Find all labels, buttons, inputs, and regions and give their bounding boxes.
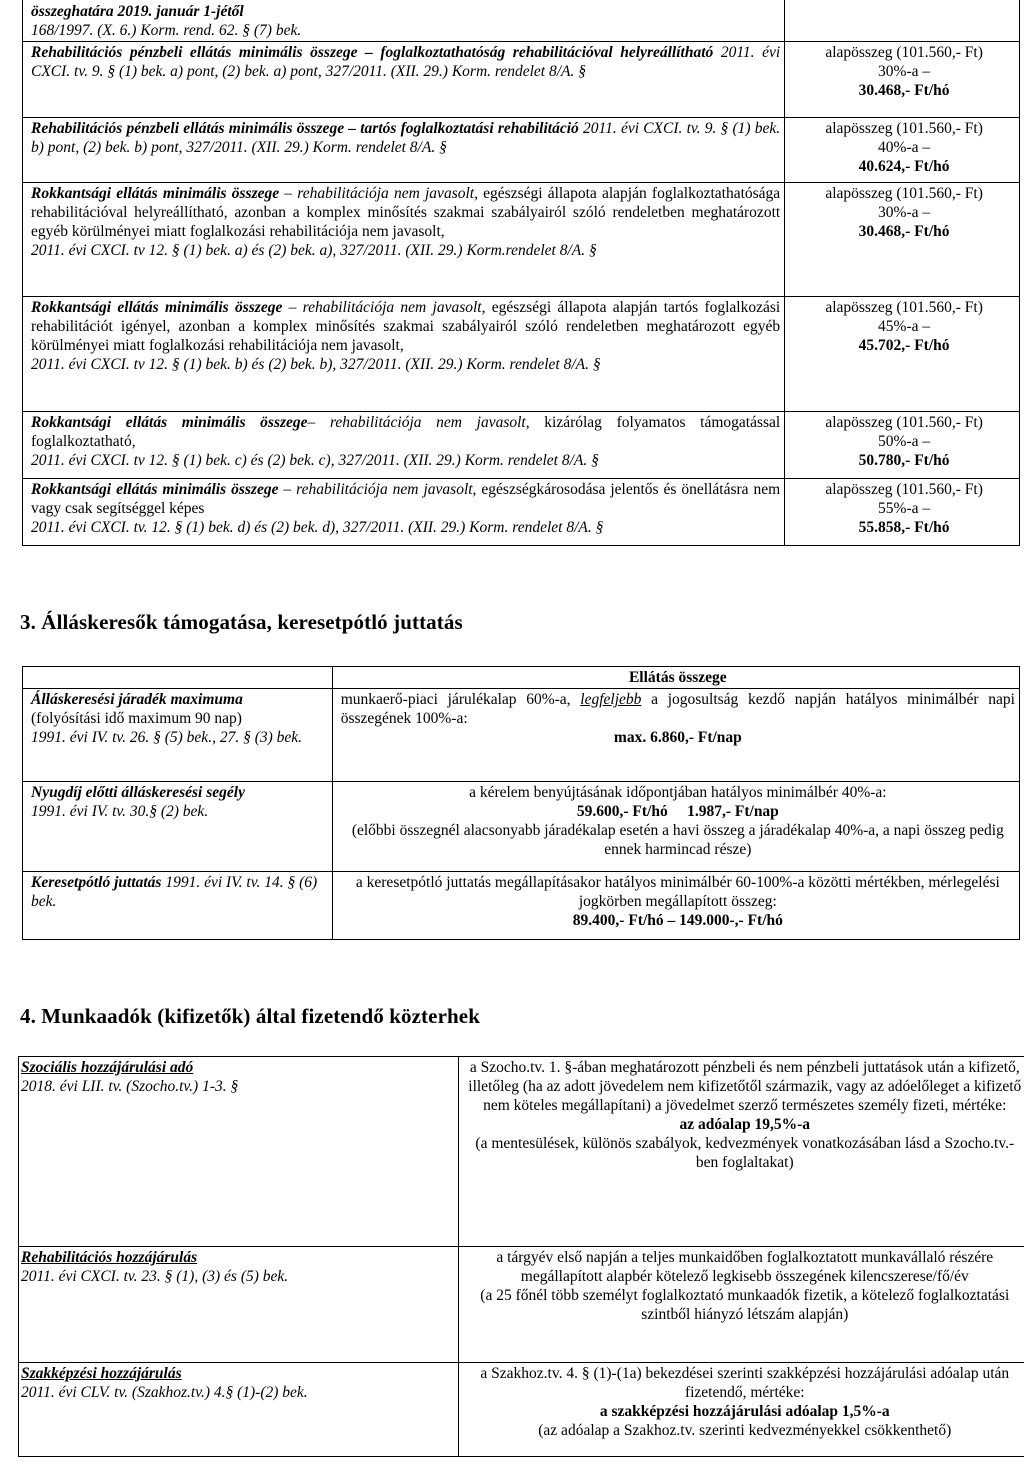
amount-value: 59.600,- Ft/hó 1.987,- Ft/nap (576, 803, 779, 820)
amount-cell (785, 42, 1020, 118)
table-cell (23, 872, 333, 940)
table-cell (19, 1057, 459, 1247)
base-amount: alapösszeg (101.560,- Ft) (825, 481, 983, 498)
row-description: a Szakhoz.tv. 4. § (1)-(1a) bekezdései szerinti szakképzési hozzájárulási adóalap után fizetendő, mértéke: (480, 1365, 1010, 1401)
table-cell (23, 0, 785, 42)
base-amount: alapösszeg (101.560,- Ft) (825, 120, 983, 137)
row-note: (előbbi összegnél alacsonyabb járadékalap esetén a havi összeg a járadékalap 40%-a, a napi összeg pedig ennek harmincad része) (351, 822, 1004, 858)
amount-value: 55.858,- Ft/hó (858, 519, 950, 536)
row-subtitle: – rehabilitációja nem javasolt, (307, 414, 530, 431)
row-law-ref: 1991. évi IV. tv. 26. § (5) bek., 27. § (3) bek. (31, 729, 303, 746)
row-emphasis: legfeljebb (580, 691, 642, 708)
row-description: a jogosultság kezdő napján hatályos minimálbér napi összegének 100%-a: (340, 691, 1015, 727)
column-header: Ellátás összege (332, 667, 1019, 689)
table-row (19, 1363, 1024, 1457)
amount-value: 30.468,- Ft/hó (858, 82, 950, 99)
table-row (23, 0, 1020, 42)
amount-value: 89.400,- Ft/hó – 149.000-,- Ft/hó (572, 912, 783, 929)
table-cell (23, 689, 333, 782)
table-row (23, 689, 1020, 782)
row-description: a tárgyév első napján a teljes munkaidőben foglalkoztatott munkavállaló részére megállapított alapbér kötelező legkisebb összegének kilencszerese/fő/év (496, 1249, 994, 1285)
amount-value: a szakképzési hozzájárulási adóalap 1,5%-a (599, 1403, 890, 1420)
percentage: 50%-a – (878, 433, 931, 450)
row-description: egészségi állapota alapján foglalkoztathatósága rehabilitációval helyreállítható, azonban a komplex minősítés szakmai szabályairól szóló rendeletben meghatározott egyéb körülményei miatt foglalkozási rehabilitációja nem javasolt, (31, 185, 781, 240)
row-description: egészségkárosodása jelentős és önellátásra nem vagy csak segítséggel képes (31, 481, 781, 517)
amount-value: 50.780,- Ft/hó (858, 452, 950, 469)
row-note: (a 25 főnél több személyt foglalkoztató munkaadók fizetik, a kötelező foglalkoztatási szintből hiányzó létszám alapján) (480, 1287, 1010, 1323)
table-row (23, 412, 1020, 479)
table-row (23, 118, 1020, 183)
table-row (23, 297, 1020, 412)
row-subtitle: – rehabilitációja nem javasolt, (278, 481, 477, 498)
table-row (23, 782, 1020, 872)
row-description: munkaerő-piaci járulékalap 60%-a, (340, 691, 581, 708)
row-law-ref: 2018. évi LII. tv. (Szocho.tv.) 1-3. § (21, 1078, 239, 1095)
amount-cell (785, 479, 1020, 546)
table-cell (332, 689, 1019, 782)
row-title: összeghatára 2019. január 1-jétől (31, 3, 244, 20)
row-title: Szociális hozzájárulási adó (21, 1059, 194, 1076)
row-law-ref: 2011. évi CLV. tv. (Szakhoz.tv.) 4.§ (1)-(2) bek. (21, 1384, 308, 1401)
row-title: Rehabilitációs pénzbeli ellátás minimális összege – tartós foglalkoztatási rehabilitáció (31, 120, 579, 137)
table-cell (19, 1247, 459, 1363)
table-cell (19, 1363, 459, 1457)
percentage: 40%-a – (878, 139, 931, 156)
table-row (19, 1247, 1024, 1363)
table-cell (23, 412, 785, 479)
table-cell (458, 1363, 1024, 1457)
amount-value: 45.702,- Ft/hó (858, 337, 950, 354)
table-cell (23, 42, 785, 118)
section-3-heading: 3. Álláskeresők támogatása, keresetpótló juttatás (20, 610, 463, 634)
employer-charges-table (18, 1056, 1024, 1457)
table-cell (23, 183, 785, 297)
row-title: Álláskeresési járadék maximuma (31, 691, 243, 708)
amount-cell (785, 183, 1020, 297)
row-description: a kérelem benyújtásának időpontjában hatályos minimálbér 40%-a: (469, 784, 887, 801)
base-amount: alapösszeg (101.560,- Ft) (825, 185, 983, 202)
row-description: a Szocho.tv. 1. §-ában meghatározott pénzbeli és nem pénzbeli juttatások után a kifizető, illetőleg (ha az adott jövedelem nem kifizetőtől származik, vagy az adóelőleget a kifizető nem köteles megállapítani) a jövedelmet szerző természetes személy fizeti, mértéke: (468, 1059, 1022, 1114)
amount-value: 40.624,- Ft/hó (858, 158, 950, 175)
row-description: a keresetpótló juttatás megállapításakor hatályos minimálbér 60-100%-a közötti mértékben, mérlegelési jogkörben megállapított összeg: (355, 874, 1000, 910)
table-row (23, 42, 1020, 118)
jobseeker-table (22, 666, 1020, 940)
table-cell (458, 1057, 1024, 1247)
percentage: 55%-a – (878, 500, 931, 517)
table-cell (23, 479, 785, 546)
row-law-ref: 168/1997. (X. 6.) Korm. rend. 62. § (7) bek. (31, 22, 302, 39)
row-law-ref: 2011. évi CXCI. tv. 9. § (1) bek. a) pont, (2) bek. a) pont, 327/2011. (XII. 29.) Korm. rendelet 8/A. § (31, 44, 781, 80)
row-title: Nyugdíj előtti álláskeresési segély (31, 784, 245, 801)
row-law-ref: 1991. évi IV. tv. 14. § (6) bek. (31, 874, 318, 910)
table-cell (332, 782, 1019, 872)
row-title: Rokkantsági ellátás minimális összege (31, 414, 308, 431)
table-cell (23, 297, 785, 412)
table-row (23, 479, 1020, 546)
row-title: Rehabilitációs pénzbeli ellátás minimális összege – foglalkoztathatóság rehabilitációval helyreállítható (31, 44, 714, 61)
table-row (23, 667, 1020, 689)
row-law-ref: 2011. évi CXCI. tv. 23. § (1), (3) és (5) bek. (21, 1268, 289, 1285)
row-law-ref: 2011. évi CXCI. tv 12. § (1) bek. c) és (2) bek. c), 327/2011. (XII. 29.) Korm. rendelet 8/A. § (31, 452, 599, 469)
row-law-ref: 2011. évi CXCI. tv. 9. § (1) bek. b) pont, (2) bek. b) pont, 327/2011. (XII. 29.) Korm. rendelet 8/A. § (31, 120, 781, 156)
row-subtitle: – rehabilitációja nem javasolt, (279, 185, 478, 202)
base-amount: alapösszeg (101.560,- Ft) (825, 44, 983, 61)
base-amount: alapösszeg (101.560,- Ft) (825, 414, 983, 431)
row-title: Rokkantsági ellátás minimális összege (31, 185, 280, 202)
amount-value: max. 6.860,- Ft/nap (613, 729, 742, 746)
row-description: egészségi állapota alapján tartós foglalkozási rehabilitációt igényel, azonban a komplex minősítés szakmai szabályairól szóló rendeletben meghatározott egyéb körülményei miatt foglalkozási rehabilitációja nem javasolt, (31, 299, 781, 354)
row-description: kizárólag folyamatos támogatással foglalkoztatható, (31, 414, 781, 450)
row-description: (folyósítási idő maximum 90 nap) (31, 710, 242, 727)
row-subtitle: – rehabilitációja nem javasolt, (282, 299, 486, 316)
table-cell (458, 1247, 1024, 1363)
table-cell (332, 872, 1019, 940)
table-cell (23, 118, 785, 183)
amount-value: 30.468,- Ft/hó (858, 223, 950, 240)
base-amount: alapösszeg (101.560,- Ft) (825, 299, 983, 316)
row-title: Keresetpótló juttatás (31, 874, 162, 891)
percentage: 30%-a – (878, 63, 931, 80)
table-row (23, 872, 1020, 940)
row-law-ref: 2011. évi CXCI. tv 12. § (1) bek. b) és (2) bek. b), 327/2011. (XII. 29.) Korm. rendelet 8/A. § (31, 356, 601, 373)
row-law-ref: 2011. évi CXCI. tv 12. § (1) bek. a) és (2) bek. a), 327/2011. (XII. 29.) Korm.rendelet 8/A. § (31, 242, 597, 259)
row-note: (az adóalap a Szakhoz.tv. szerinti kedvezményekkel csökkenthető) (538, 1422, 952, 1439)
benefits-table (22, 0, 1020, 546)
row-title: Szakképzési hozzájárulás (21, 1365, 182, 1382)
table-cell (23, 667, 333, 689)
table-row (23, 183, 1020, 297)
row-title: Rokkantsági ellátás minimális összege (31, 481, 279, 498)
row-law-ref: 1991. évi IV. tv. 30.§ (2) bek. (31, 803, 209, 820)
table-cell (23, 782, 333, 872)
section-4-heading: 4. Munkaadók (kifizetők) által fizetendő közterhek (20, 1004, 480, 1028)
amount-value: az adóalap 19,5%-a (679, 1116, 811, 1133)
table-cell (785, 0, 1020, 42)
percentage: 30%-a – (878, 204, 931, 221)
percentage: 45%-a – (878, 318, 931, 335)
row-title: Rokkantsági ellátás minimális összege (31, 299, 283, 316)
row-law-ref: 2011. évi CXCI. tv. 12. § (1) bek. d) és (2) bek. d), 327/2011. (XII. 29.) Korm. rendelet 8/A. § (31, 519, 604, 536)
table-row (19, 1057, 1024, 1247)
row-title: Rehabilitációs hozzájárulás (21, 1249, 198, 1266)
amount-cell (785, 412, 1020, 479)
amount-cell (785, 297, 1020, 412)
amount-cell (785, 118, 1020, 183)
row-note: (a mentesülések, különös szabályok, kedvezmények vonatkozásában lásd a Szocho.tv.-ben foglaltakat) (475, 1135, 1015, 1171)
